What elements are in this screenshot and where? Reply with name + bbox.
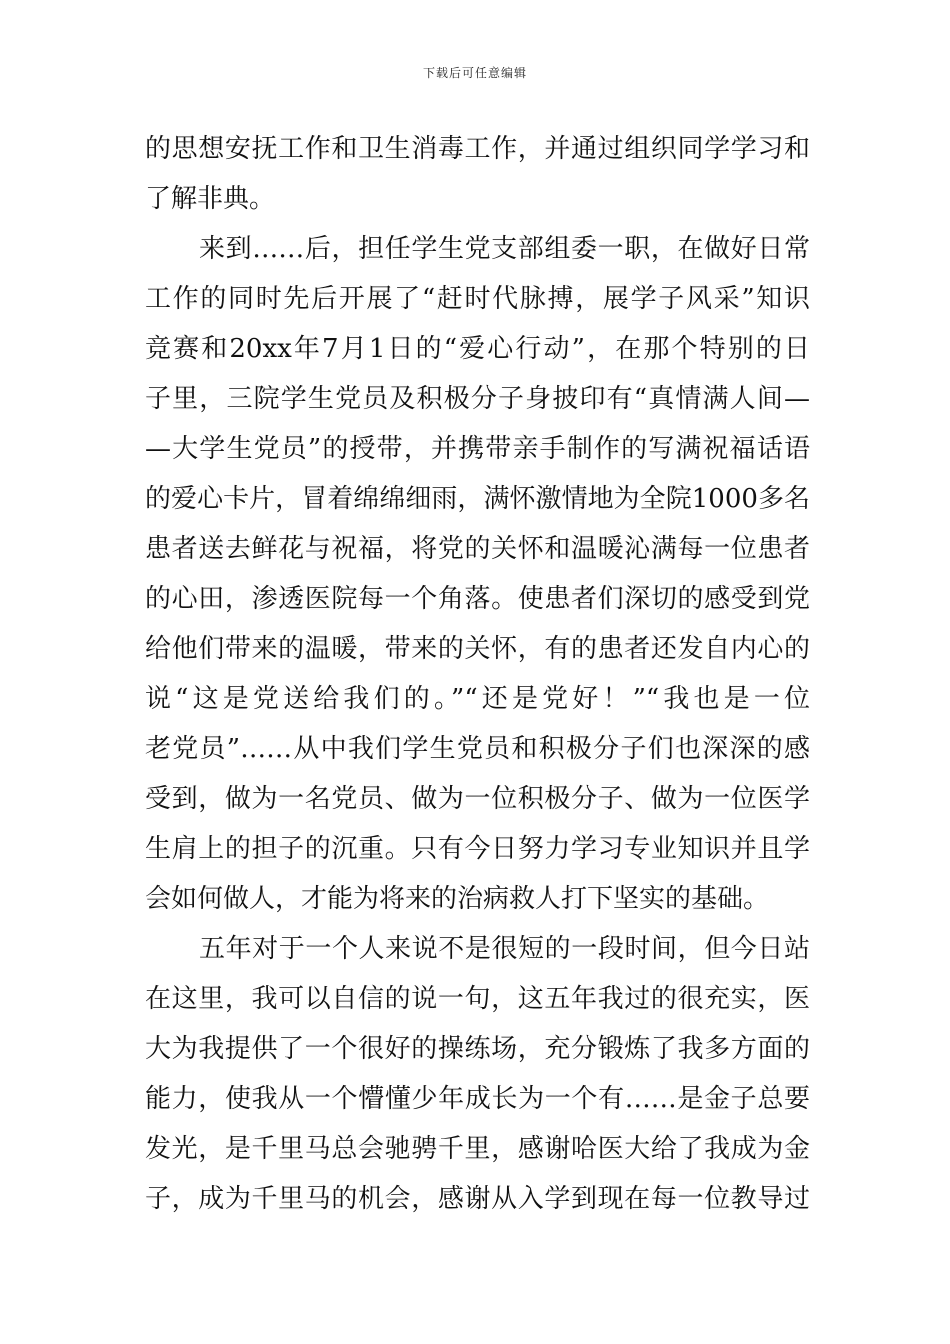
text-line: 给他们带来的温暖，带来的关怀，有的患者还发自内心的 bbox=[145, 634, 810, 664]
paragraph-1 bbox=[145, 124, 810, 224]
text-line: 能力，使我从一个懵懂少年成长为一个有……是金子总要 bbox=[145, 1084, 810, 1114]
text-line: 的爱心卡片，冒着绵绵细雨，满怀激情地为全院1000多名 bbox=[145, 484, 810, 514]
text-line: 发光，是千里马总会驰骋千里，感谢哈医大给了我成为金 bbox=[145, 1134, 810, 1164]
text-line: 的思想安抚工作和卫生消毒工作，并通过组织同学学习和 bbox=[145, 134, 810, 164]
text-line: 患者送去鲜花与祝福，将党的关怀和温暖沁满每一位患者 bbox=[145, 534, 810, 564]
paragraph-2 bbox=[145, 224, 810, 924]
text-line: 生肩上的担子的沉重。只有今日努力学习专业知识并且学 bbox=[145, 834, 810, 864]
text-line: 老党员”……从中我们学生党员和积极分子们也深深的感 bbox=[145, 734, 810, 764]
text-line: 工作的同时先后开展了“赶时代脉搏，展学子风采”知识 bbox=[145, 284, 810, 314]
text-line: 子，成为千里马的机会，感谢从入学到现在每一位教导过 bbox=[145, 1184, 810, 1214]
page-header: 下载后可任意编辑 bbox=[422, 66, 527, 80]
text-line: —大学生党员”的授带，并携带亲手制作的写满祝福话语 bbox=[145, 434, 810, 464]
text-line: 了解非典。 bbox=[145, 184, 276, 214]
text-line: 竞赛和20xx年7月1日的“爱心行动”，在那个特别的日 bbox=[145, 334, 810, 364]
text-line: 五年对于一个人来说不是很短的一段时间，但今日站 bbox=[199, 934, 810, 964]
paragraph-3 bbox=[145, 924, 810, 1224]
text-line: 在这里，我可以自信的说一句，这五年我过的很充实，医 bbox=[145, 984, 810, 1014]
text-line: 来到……后，担任学生党支部组委一职，在做好日常 bbox=[199, 234, 810, 264]
text-line: 大为我提供了一个很好的操练场，充分锻炼了我多方面的 bbox=[145, 1034, 810, 1064]
text-line: 子里，三院学生党员及积极分子身披印有“真情满人间— bbox=[145, 384, 810, 414]
text-line: 会如何做人，才能为将来的治病救人打下坚实的基础。 bbox=[145, 884, 770, 914]
text-line: 受到，做为一名党员、做为一位积极分子、做为一位医学 bbox=[145, 784, 810, 814]
text-line: 的心田，渗透医院每一个角落。使患者们深切的感受到党 bbox=[145, 584, 810, 614]
document-body bbox=[145, 124, 810, 1224]
text-line: 说“这是党送给我们的。”“还是党好！”“我也是一位 bbox=[145, 684, 810, 714]
